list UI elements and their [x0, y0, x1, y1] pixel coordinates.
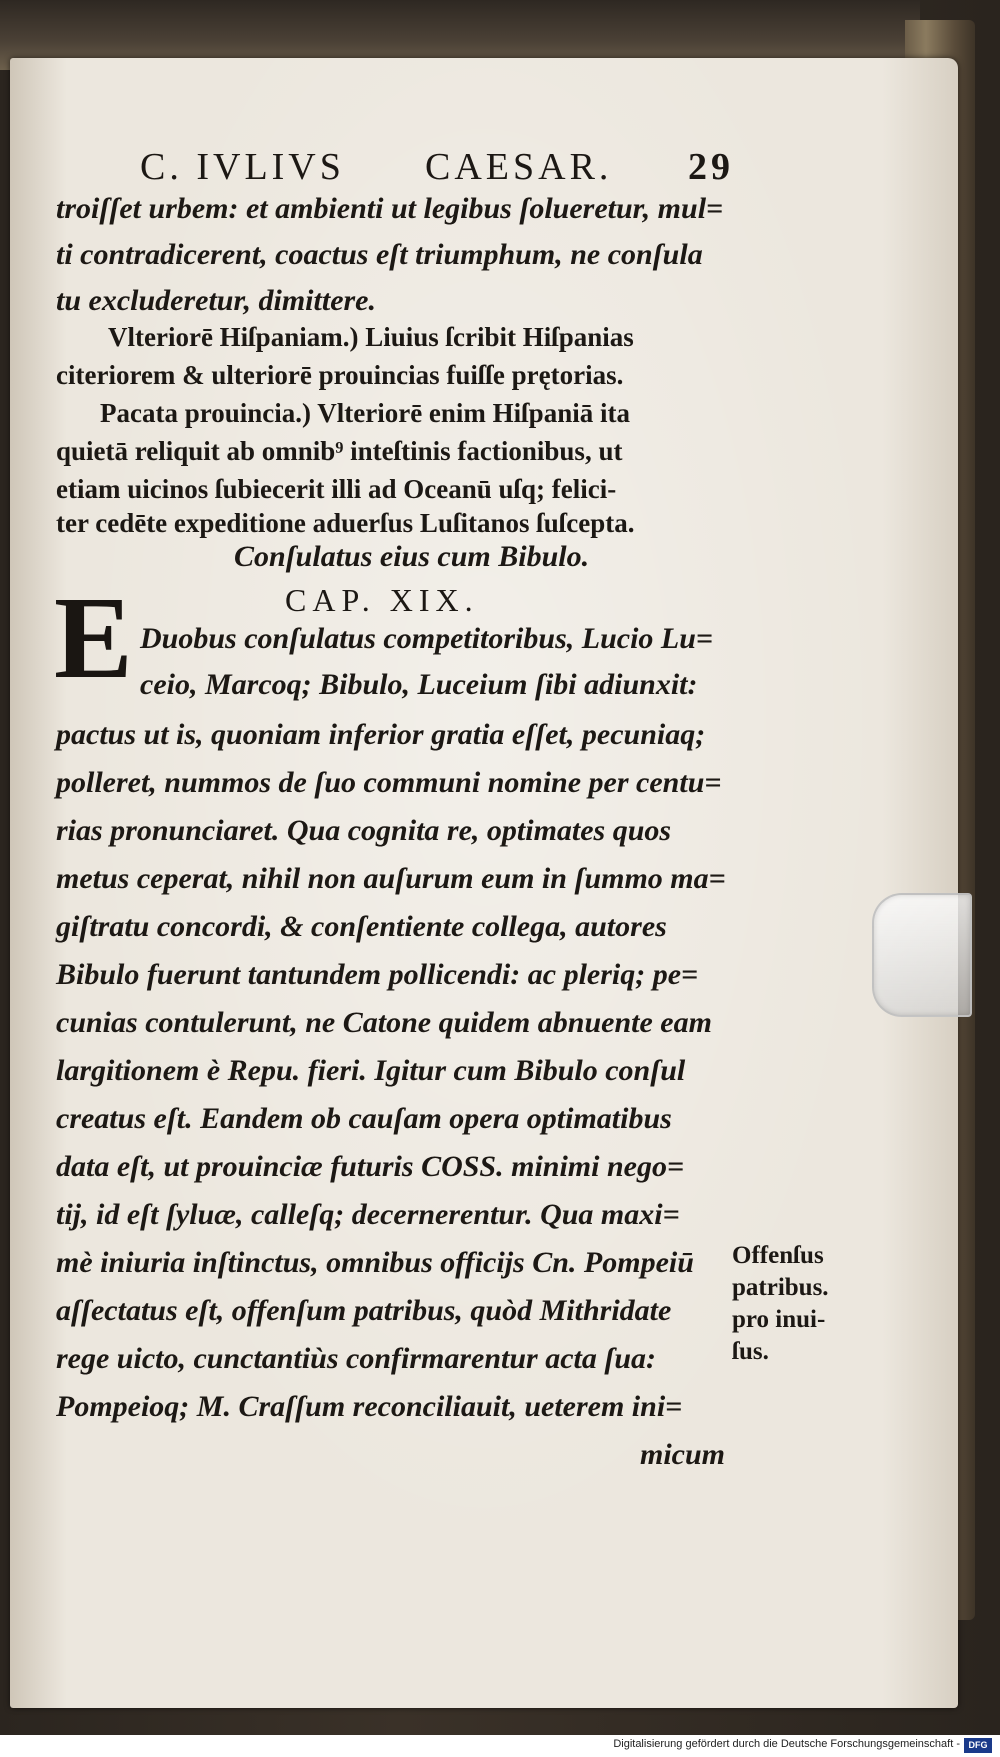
- drop-cap: E: [54, 572, 133, 703]
- margin-note-line: pro inui-: [732, 1306, 826, 1333]
- body-line: Bibulo fuerunt tantundem pollicendi: ac pleriq; pe=: [56, 958, 699, 991]
- body-line: metus ceperat, nihil non auſurum eum in ſummo ma=: [56, 862, 726, 895]
- body-line: giſtratu concordi, & conſentiente collega, autores: [56, 910, 667, 943]
- body-line: tij, id eſt ſyluæ, calleſq; decernerentur. Qua maxi=: [56, 1198, 680, 1231]
- commentary-line: quietā reliquit ab omnib⁹ inteſtinis factionibus, ut: [56, 436, 623, 466]
- body-line: cunias contulerunt, ne Catone quidem abnuente eam: [56, 1006, 712, 1039]
- footer-bar: [0, 1735, 1000, 1757]
- body-line: aſſectatus eſt, offenſum patribus, quòd Mithridate: [56, 1294, 672, 1327]
- text-line: ti contradicerent, coactus eſt triumphum, ne conſula: [56, 238, 703, 271]
- catchword: micum: [640, 1438, 726, 1471]
- body-line: mè iniuria inſtinctus, omnibus officijs Cn. Pompeiū: [56, 1246, 694, 1279]
- margin-note-line: Offenſus: [732, 1242, 824, 1269]
- section-heading: Conſulatus eius cum Bibulo.: [234, 540, 590, 573]
- text-line: troiſſet urbem: et ambienti ut legibus ſolueretur, mul=: [56, 192, 724, 225]
- margin-note: [732, 1240, 882, 1368]
- running-header-left: C. IVLIVS: [140, 146, 345, 188]
- commentary-line: citeriorem & ulteriorē prouincias fuiſſe prętorias.: [56, 360, 624, 390]
- margin-note-line: ſus.: [732, 1338, 769, 1365]
- commentary-line: ter cedēte expeditione aduerſus Luſitanos ſuſcepta.: [56, 508, 635, 538]
- chapter-heading: CAP. XIX.: [285, 582, 479, 618]
- body-line: rias pronunciaret. Qua cognita re, optimates quos: [56, 814, 672, 847]
- body-line: Duobus conſulatus competitoribus, Lucio Lu=: [140, 622, 714, 655]
- body-line: rege uicto, cunctantiùs confirmarentur acta ſua:: [56, 1342, 657, 1375]
- body-line: largitionem è Repu. fieri. Igitur cum Bibulo conſul: [56, 1054, 686, 1087]
- body-line: Pompeioq; M. Craſſum reconciliauit, ueterem ini=: [56, 1390, 683, 1423]
- body-line: data eſt, ut prouinciæ futuris COSS. minimi nego=: [56, 1150, 685, 1183]
- body-line: creatus eſt. Eandem ob cauſam opera optimatibus: [56, 1102, 672, 1135]
- text-line: tu excluderetur, dimittere.: [56, 284, 376, 317]
- commentary-line: Pacata prouincia.) Vlteriorē enim Hiſpaniā ita: [100, 398, 630, 428]
- page-number: 29: [688, 146, 734, 188]
- margin-note-line: patribus.: [732, 1274, 829, 1301]
- commentary-line: etiam uicinos ſubiecerit illi ad Oceanū uſq; felici-: [56, 474, 617, 504]
- footer-credit: Digitalisierung gefördert durch die Deutsche Forschungsgemeinschaft -: [613, 1738, 960, 1750]
- commentary-line: Vlteriorē Hiſpaniam.) Liuius ſcribit Hiſpanias: [108, 322, 634, 352]
- body-line: ceio, Marcoq; Bibulo, Luceium ſibi adiunxit:: [140, 668, 698, 701]
- dfg-logo: DFG: [964, 1738, 992, 1753]
- running-header-right: CAESAR.: [425, 146, 613, 188]
- page-clip: [872, 893, 972, 1017]
- body-line: pactus ut is, quoniam inferior gratia eſſet, pecuniaq;: [56, 718, 706, 751]
- body-line: polleret, nummos de ſuo communi nomine per centu=: [56, 766, 722, 799]
